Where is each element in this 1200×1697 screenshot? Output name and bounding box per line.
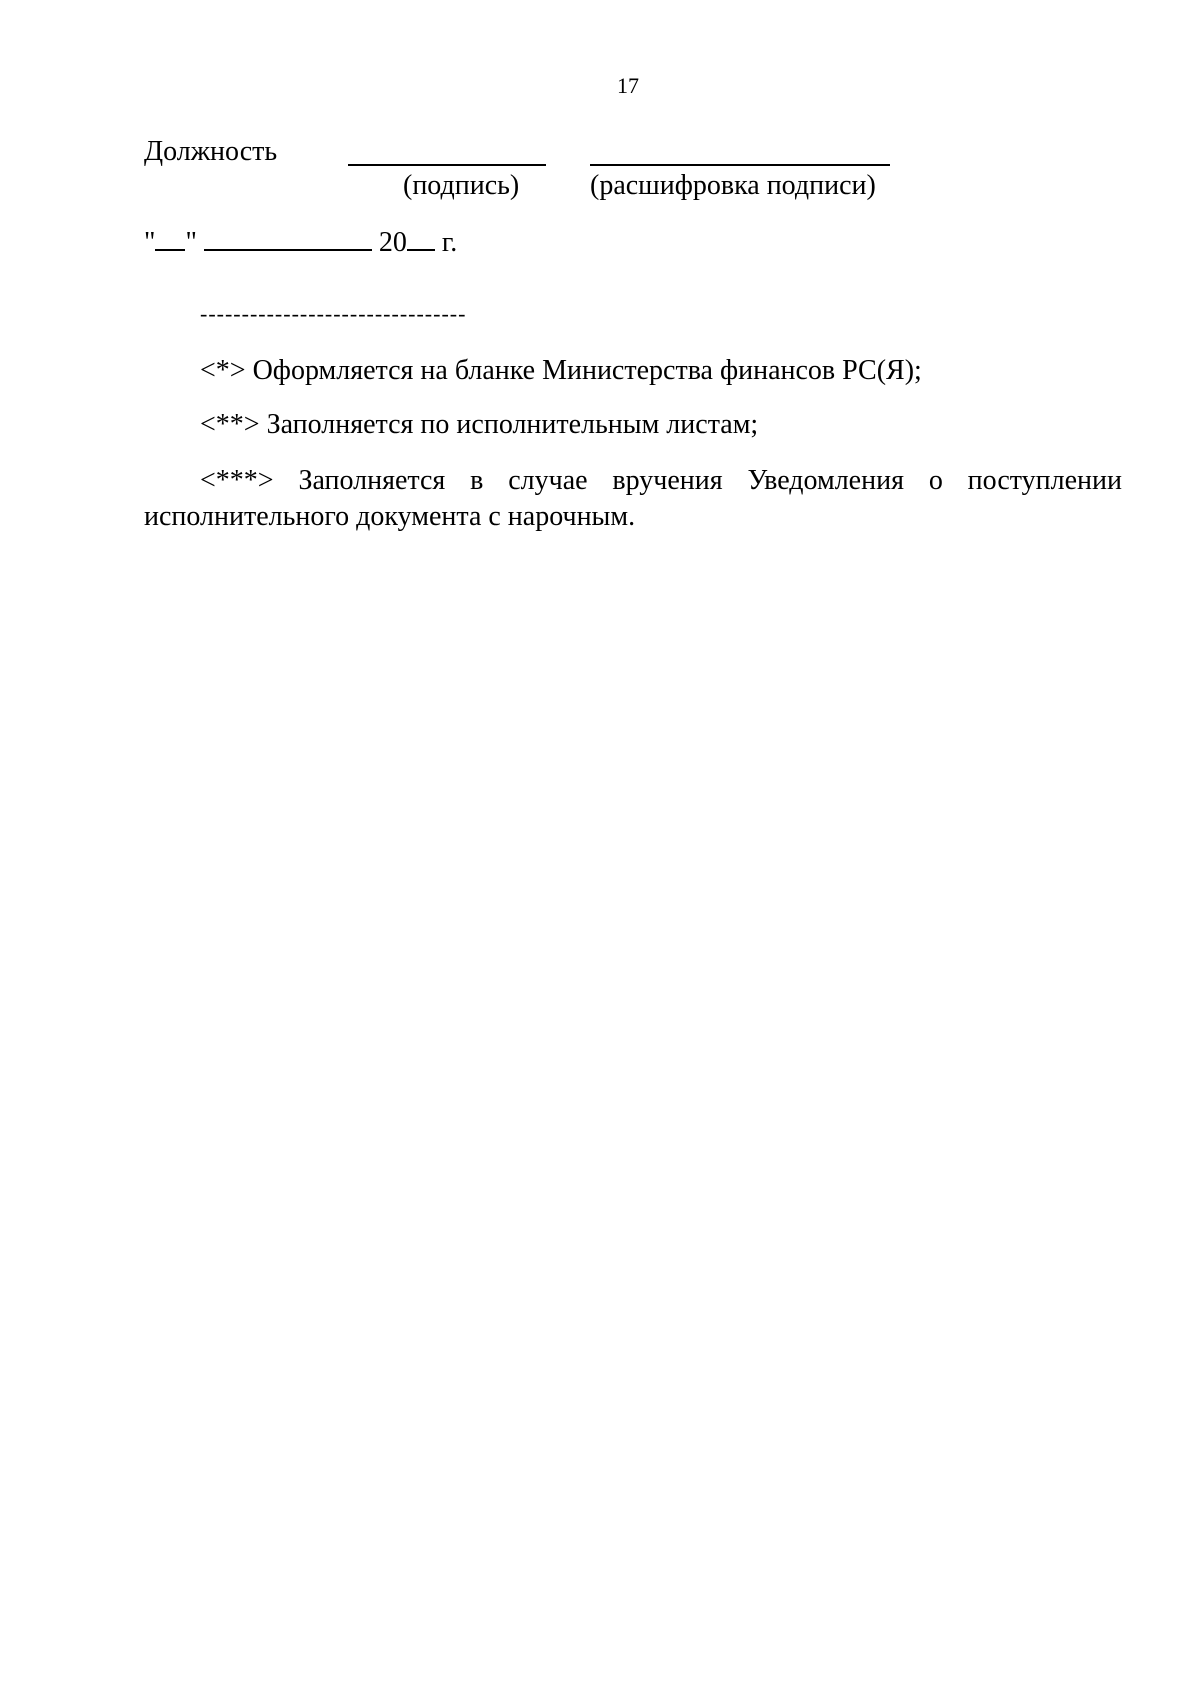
signature-caption: (подпись) — [403, 170, 520, 201]
date-close-quote: " — [185, 227, 197, 258]
footnote-separator: -------------------------------- — [200, 301, 467, 326]
page-number: 17 — [617, 73, 639, 98]
date-row — [144, 227, 457, 257]
date-open-quote: " — [144, 227, 156, 258]
signature-decode-caption: (расшифровка подписи) — [590, 170, 876, 201]
footnote: <**> Заполняется по исполнительным листам; — [200, 409, 759, 440]
footnote: <*> Оформляется на бланке Министерства финансов РС(Я); — [200, 355, 922, 386]
position-label: Должность — [144, 136, 278, 167]
signature-decode-line — [590, 164, 890, 166]
day-blank — [155, 227, 185, 251]
footnote: <***> Заполняется в случае вручения Уведомления о поступлении исполнительного документа с нарочным. — [144, 465, 1122, 532]
year-prefix: 20 — [378, 227, 407, 258]
month-blank — [204, 227, 372, 251]
signature-line — [348, 164, 546, 166]
year-blank — [407, 227, 435, 251]
year-suffix: г. — [441, 227, 458, 258]
